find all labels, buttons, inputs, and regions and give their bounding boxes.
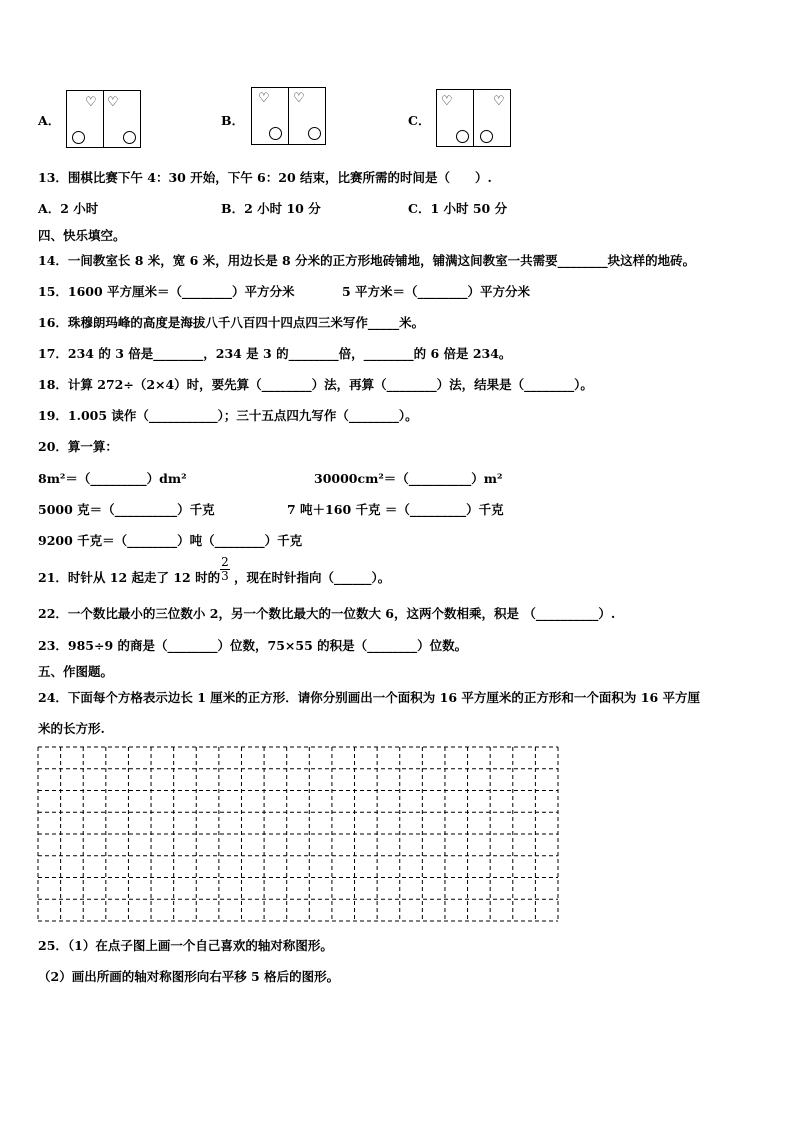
q25-part2: （2）画出所画的轴对称图形向右平移 5 格后的图形。 — [38, 969, 340, 984]
option-a-label: A． — [38, 113, 61, 128]
q15-part-b: 5 平方米＝（________）平方分米 — [342, 284, 531, 299]
q20-row3: 9200 千克＝（________）吨（________）千克 — [38, 533, 303, 548]
q13-option-a: A．2 小时 — [38, 201, 99, 216]
dashed-square-grid[interactable] — [37, 746, 559, 922]
q20-row2-b: 7 吨＋160 千克 ＝（_________）千克 — [287, 502, 504, 517]
heart-icon: ♡ — [107, 95, 119, 110]
q18-text: 18．计算 272÷（2×4）时，要先算（________）法，再算（________）法，结果是（________）。 — [38, 377, 593, 392]
q17-text: 17．234 的 3 倍是________，234 是 3 的________倍，________的 6 倍是 234。 — [38, 346, 512, 361]
q23-text: 23．985÷9 的商是（________）位数，75×55 的积是（________）位数。 — [38, 638, 468, 653]
heart-icon: ♡ — [441, 94, 453, 109]
q22-text: 22．一个数比最小的三位数小 2，另一个数比最大的一位数大 6，这两个数相乘，积是 （__________）. — [38, 606, 616, 621]
q20-row1-b: 30000cm²＝（__________）m² — [314, 471, 503, 486]
circle-icon — [456, 130, 469, 143]
q19-text: 19．1.005 读作（___________）；三十五点四九写作（________）。 — [38, 408, 418, 423]
circle-icon — [72, 131, 85, 144]
heart-icon: ♡ — [293, 91, 305, 106]
q13-option-b: B．2 小时 10 分 — [221, 201, 321, 216]
option-a-figure — [66, 90, 141, 148]
fraction-two-thirds — [219, 556, 231, 583]
section-5-heading: 五、作图题。 — [38, 664, 114, 679]
q20-row2-a: 5000 克＝（__________）千克 — [38, 502, 215, 517]
circle-icon — [269, 127, 282, 140]
section-4-heading: 四、快乐填空。 — [38, 228, 126, 243]
q20-row1-a: 8m²＝（_________）dm² — [38, 471, 187, 486]
q14-text: 14．一间教室长 8 米，宽 6 米，用边长是 8 分米的正方形地砖铺地，铺满这间教室一共需要________块这样的地砖。 — [38, 253, 696, 268]
q13-option-c: C．1 小时 50 分 — [408, 201, 508, 216]
q25-part1: 25．（1）在点子图上画一个自己喜欢的轴对称图形。 — [38, 938, 333, 953]
option-b-label: B． — [221, 113, 245, 128]
q13-text: 13．围棋比赛下午 4：30 开始，下午 6：20 结束，比赛所需的时间是（ ）. — [38, 170, 492, 185]
heart-icon: ♡ — [85, 95, 97, 110]
circle-icon — [308, 127, 321, 140]
circle-icon — [123, 131, 136, 144]
option-b-figure — [251, 87, 326, 145]
q15-part-a: 15．1600 平方厘米＝（________）平方分米 — [38, 284, 295, 299]
q16-text: 16．珠穆朗玛峰的高度是海拔八千八百四十四点四三米写作_____米。 — [38, 315, 425, 330]
fraction-denominator: 3 — [221, 569, 229, 583]
q21-text-b: ，现在时针指向（______）。 — [234, 570, 391, 585]
fraction-numerator: 2 — [221, 555, 229, 569]
q24-line1: 24．下面每个方格表示边长 1 厘米的正方形．请你分别画出一个面积为 16 平方厘米的正方形和一个面积为 16 平方厘 — [38, 690, 700, 705]
heart-icon: ♡ — [258, 91, 270, 106]
circle-icon — [480, 130, 493, 143]
q24-line2: 米的长方形. — [38, 721, 105, 736]
q21-text-a: 21．时针从 12 起走了 12 时的 — [38, 570, 221, 585]
option-c-label: C． — [408, 113, 431, 128]
heart-icon: ♡ — [493, 94, 505, 109]
option-c-figure — [436, 89, 511, 147]
q20-text: 20．算一算： — [38, 439, 118, 454]
